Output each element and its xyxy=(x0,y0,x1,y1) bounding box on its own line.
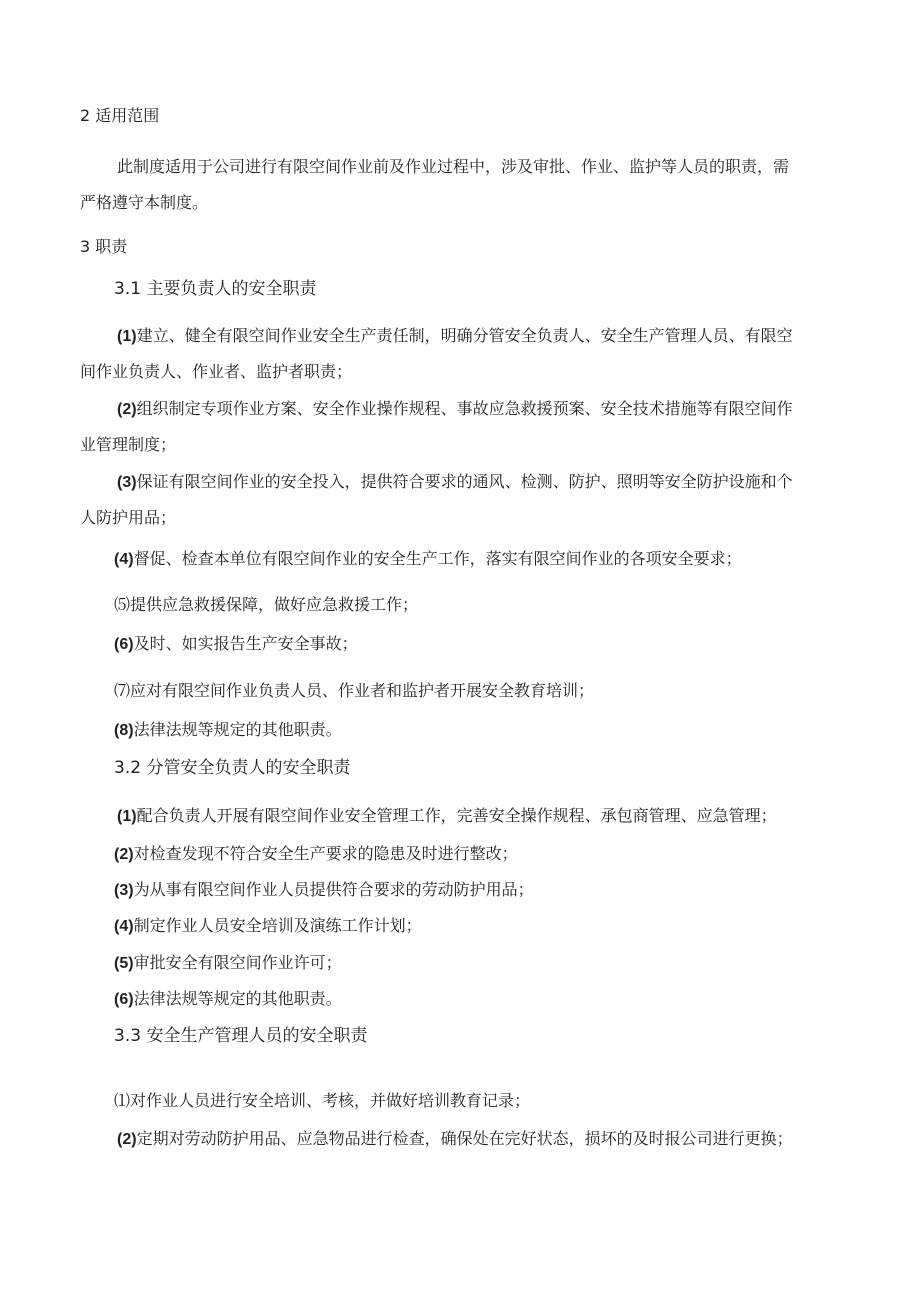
section-3-3-heading: 3.3 安全生产管理人员的安全职责 xyxy=(114,1026,368,1046)
item-number: (4) xyxy=(114,551,134,568)
list-item xyxy=(117,325,793,348)
item-number: (6) xyxy=(114,991,134,1008)
item-text: 及时、如实报告生产安全事故； xyxy=(133,634,358,653)
item-number: (1) xyxy=(117,328,137,345)
list-item xyxy=(114,952,342,975)
list-item xyxy=(117,1128,793,1151)
item-text: 制定作业人员安全培训及演练工作计划； xyxy=(133,916,422,935)
list-item-continuation: 间作业负责人、作业者、监护者职责； xyxy=(80,362,353,381)
item-number: (2) xyxy=(114,846,134,863)
section-3-heading: 3 职责 xyxy=(80,237,128,256)
item-number: (6) xyxy=(114,636,134,653)
section-2-body-line2: 严格遵守本制度。 xyxy=(80,193,209,212)
list-item xyxy=(114,680,594,702)
item-text: 为从事有限空间作业人员提供符合要求的劳动防护用品； xyxy=(133,880,534,899)
item-text: 对检查发现不符合安全生产要求的隐患及时进行整改； xyxy=(133,844,518,863)
item-number: (4) xyxy=(114,918,134,935)
item-text: 定期对劳动防护用品、应急物品进行检查，确保处在完好状态，损坏的及时报公司进行更换； xyxy=(136,1129,793,1148)
item-text: 审批安全有限空间作业许可； xyxy=(133,953,342,972)
item-text: 应对有限空间作业负责人员、作业者和监护者开展安全教育培训； xyxy=(130,681,595,700)
item-number: ⑺ xyxy=(114,681,131,700)
item-text: 配合负责人开展有限空间作业安全管理工作，完善安全操作规程、承包商管理、应急管理； xyxy=(136,806,777,825)
item-text: 组织制定专项作业方案、安全作业操作规程、事故应急救援预案、安全技术措施等有限空间作 xyxy=(136,399,793,418)
item-number: (8) xyxy=(114,722,134,739)
list-item xyxy=(114,843,518,866)
list-item-continuation: 人防护用品； xyxy=(80,508,177,527)
item-number: (3) xyxy=(117,474,137,491)
item-text: 法律法规等规定的其他职责。 xyxy=(133,989,342,1008)
item-text: 督促、检查本单位有限空间作业的安全生产工作，落实有限空间作业的各项安全要求； xyxy=(133,549,742,568)
list-item xyxy=(114,548,742,571)
list-item xyxy=(114,988,342,1011)
item-text: 建立、健全有限空间作业安全生产责任制，明确分管安全负责人、安全生产管理人员、有限空 xyxy=(136,326,793,345)
list-item xyxy=(114,879,534,902)
section-2-heading: 2 适用范围 xyxy=(80,106,160,125)
list-item xyxy=(114,633,358,656)
item-number: (2) xyxy=(117,1131,137,1148)
item-text: 法律法规等规定的其他职责。 xyxy=(133,720,342,739)
list-item xyxy=(114,915,422,938)
list-item xyxy=(114,594,418,616)
item-number: (5) xyxy=(114,955,134,972)
list-item xyxy=(117,398,793,421)
item-text: 保证有限空间作业的安全投入，提供符合要求的通风、检测、防护、照明等安全防护设施和个 xyxy=(136,472,793,491)
item-number: ⑸ xyxy=(114,595,131,614)
item-text: 提供应急救援保障，做好应急救援工作； xyxy=(130,595,419,614)
section-2-body-line1: 此制度适用于公司进行有限空间作业前及作业过程中，涉及审批、作业、监护等人员的职责，需 xyxy=(117,157,790,176)
item-number: ⑴ xyxy=(114,1091,131,1110)
item-number: (2) xyxy=(117,401,137,418)
section-3-2-heading: 3.2 分管安全负责人的安全职责 xyxy=(114,758,351,778)
list-item xyxy=(117,805,777,828)
list-item xyxy=(114,719,342,742)
item-text: 对作业人员进行安全培训、考核，并做好培训教育记录； xyxy=(130,1091,531,1110)
section-3-1-heading: 3.1 主要负责人的安全职责 xyxy=(114,279,317,299)
list-item xyxy=(114,1090,530,1112)
item-number: (1) xyxy=(117,808,137,825)
list-item xyxy=(117,471,793,494)
list-item-continuation: 业管理制度； xyxy=(80,435,177,454)
item-number: (3) xyxy=(114,882,134,899)
